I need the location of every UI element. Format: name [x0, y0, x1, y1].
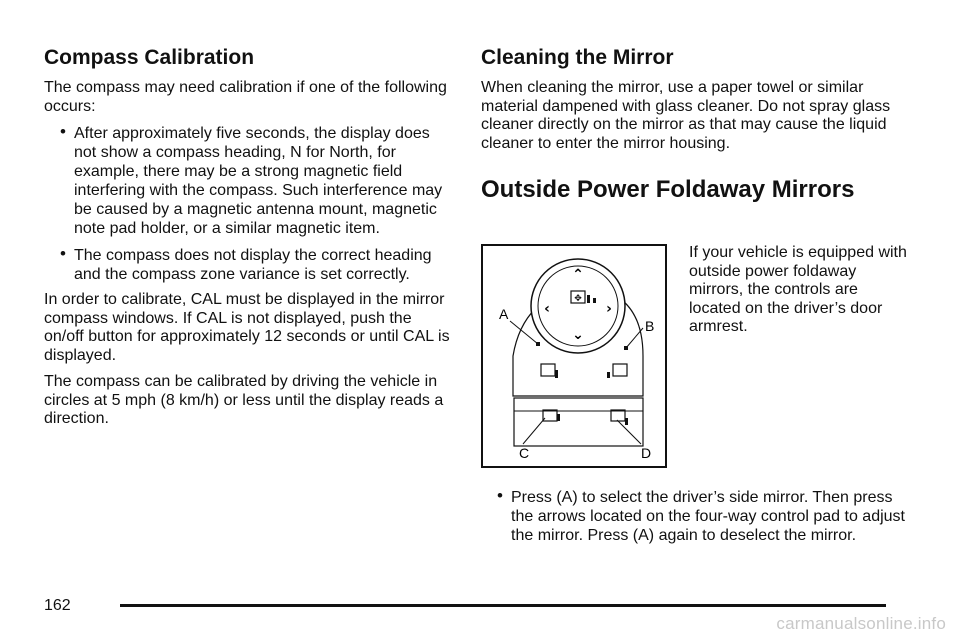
bullet-icon: • [60, 122, 66, 141]
foldaway-description: If your vehicle is equipped with outside power foldaway mirrors, the controls are located on the driver’s door armrest. [689, 244, 907, 335]
calibrate-paragraph: In order to calibrate, CAL must be displayed in the mirror compass windows. If CAL is not displayed, push the on/off button for approximately 12 seconds or until CAL is displayed. [44, 291, 450, 364]
label-c: C [519, 445, 530, 461]
button-d [611, 410, 625, 421]
bullet-icon: • [497, 486, 503, 505]
compass-calibration-heading: Compass Calibration [44, 46, 255, 69]
label-a: A [499, 306, 509, 322]
list-item [481, 488, 911, 545]
driving-paragraph: The compass can be calibrated by driving the vehicle in circles at 5 mph (8 km/h) or less until the display reads a direction. [44, 373, 444, 427]
chevron-left-icon: ‹ [544, 301, 550, 317]
foldaway-mirrors-heading: Outside Power Foldaway Mirrors [481, 176, 855, 203]
chevron-up-icon: ⌃ [572, 267, 584, 283]
page-number: 162 [44, 597, 71, 614]
label-d: D [641, 445, 652, 461]
list-item [44, 246, 454, 284]
cleaning-mirror-heading: Cleaning the Mirror [481, 46, 674, 69]
chevron-right-icon: › [606, 301, 612, 317]
mirror-control-diagram [483, 246, 665, 466]
button-c [543, 410, 557, 421]
compass-intro: The compass may need calibration if one of the following occurs: [44, 79, 447, 115]
bullet-text: After approximately five seconds, the display does not show a compass heading, N for North, for example, there may be a strong magnetic field interfering with the compass. Such interference may be caused by a magnetic antenna mount, magnetic note pad holder, or a similar magnetic item. [74, 125, 443, 237]
right-column [481, 44, 911, 544]
left-column [44, 44, 454, 429]
move-icon: ✥ [574, 294, 582, 304]
label-b: B [645, 318, 655, 334]
bullet-icon: • [60, 244, 66, 263]
list-item [44, 124, 454, 238]
chevron-down-icon: ⌄ [572, 327, 584, 343]
armrest-panel [514, 398, 643, 446]
button-b [613, 364, 627, 376]
watermark: carmanualsonline.info [776, 614, 946, 633]
footer-rule [120, 604, 886, 607]
cleaning-paragraph: When cleaning the mirror, use a paper towel or similar material dampened with glass cleaner. Do not spray glass cleaner directly on the mirror as that may cause the liquid cleaner to enter the mirror housing. [481, 79, 891, 152]
mirror-control-illustration [481, 244, 667, 468]
button-a [541, 364, 555, 376]
bullet-text: The compass does not display the correct heading and the compass zone variance is set correctly. [74, 247, 432, 283]
bullet-text: Press (A) to select the driver’s side mirror. Then press the arrows located on the four-way control pad to adjust the mirror. Press (A) again to deselect the mirror. [511, 489, 905, 544]
